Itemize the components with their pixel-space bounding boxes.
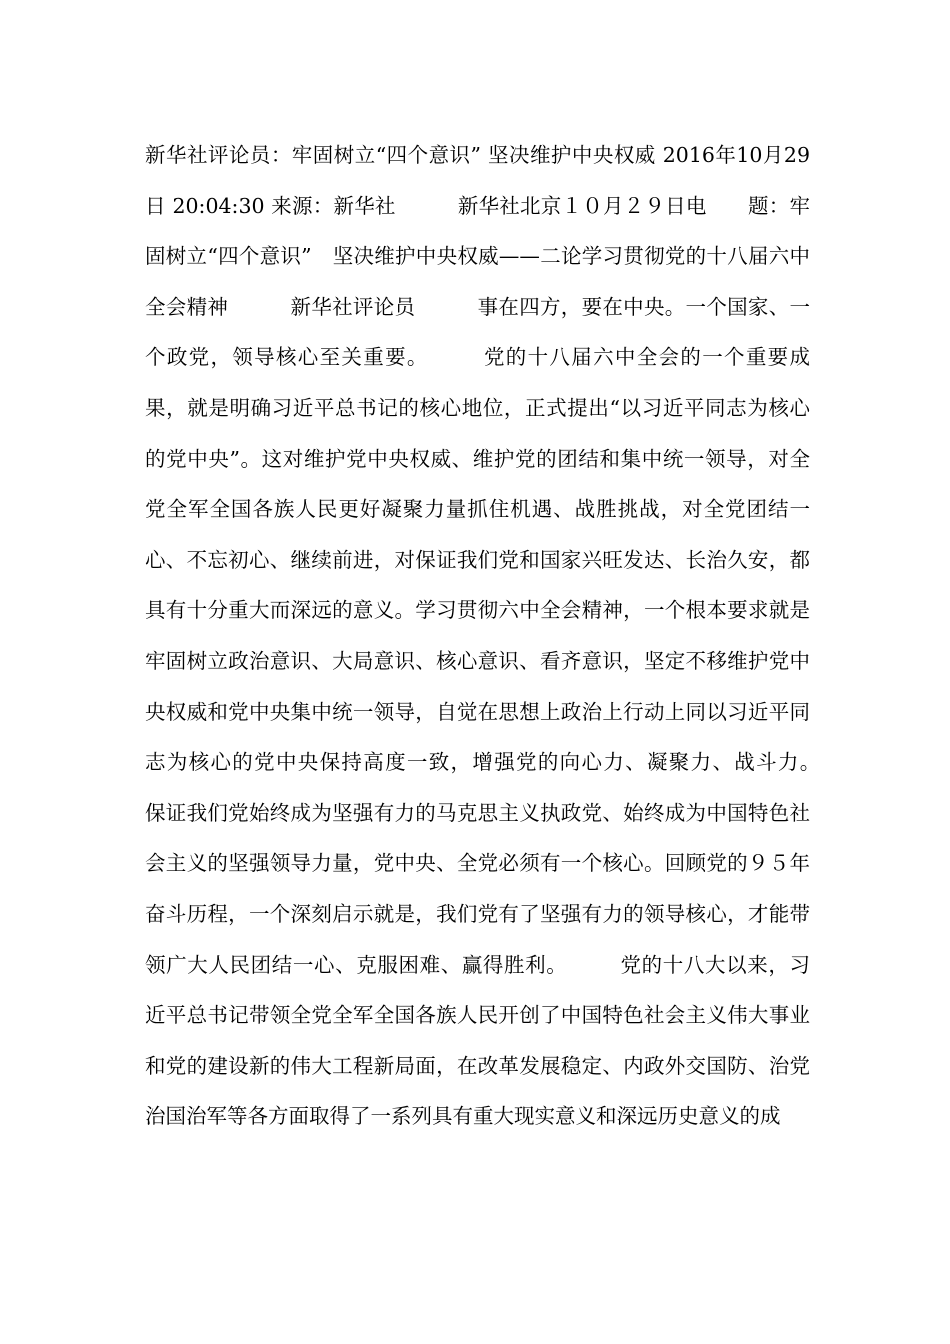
- article-body-text: 新华社评论员：牢固树立“四个意识” 坚决维护中央权威 2016年10月29日 20:04:30 来源：新华社 新华社北京１０月２９日电 题：牢固树立“四个意识” 坚决维护中央权威——二论学习贯彻党的十八届六中全会精神 新华社评论员 事在四方，要在中央。一个国家、一个政党，领导核心至关重要。 党的十八届六中全会的一个重要成果，就是明确习近平总书记的核心地位，正式提出“以习近平同志为核心的党中央”。这对维护党中央权威、维护党的团结和集中统一领导，对全党全军全国各族人民更好凝聚力量抓住机遇、战胜挑战，对全党团结一心、不忘初心、继续前进，对保证我们党和国家兴旺发达、长治久安，都具有十分重大而深远的意义。学习贯彻六中全会精神，一个根本要求就是牢固树立政治意识、大局意识、核心意识、看齐意识，坚定不移维护党中央权威和党中央集中统一领导，自觉在思想上政治上行动上同以习近平同志为核心的党中央保持高度一致，增强党的向心力、凝聚力、战斗力。 保证我们党始终成为坚强有力的马克思主义执政党、始终成为中国特色社会主义的坚强领导力量，党中央、全党必须有一个核心。回顾党的９５年奋斗历程，一个深刻启示就是，我们党有了坚强有力的领导核心，才能带领广大人民团结一心、克服困难、赢得胜利。 党的十八大以来，习近平总书记带领全党全军全国各族人民开创了中国特色社会主义伟大事业和党的建设新的伟大工程新局面，在改革发展稳定、内政外交国防、治党治国治军等各方面取得了一系列具有重大现实意义和深远历史意义的成: [145, 143, 872, 1129]
